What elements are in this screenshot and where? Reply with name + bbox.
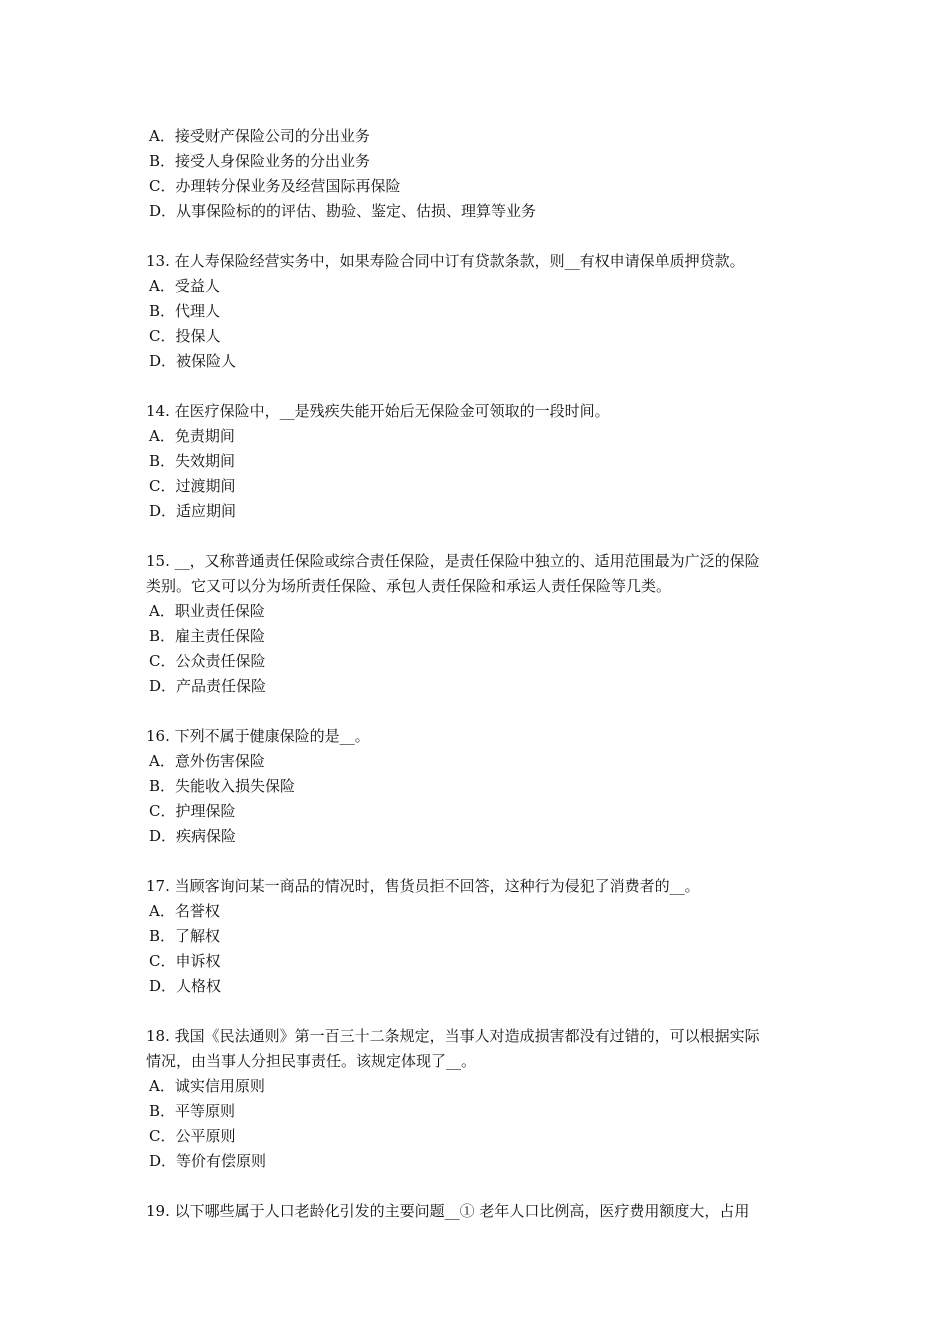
question-text: 13. 在人寿保险经营实务中，如果寿险合同中订有贷款条款，则__有权申请保单质押贷款。 xyxy=(146,252,745,270)
option-d: D．人格权 xyxy=(149,977,222,995)
spacer xyxy=(146,999,816,1024)
question-text: 16. 下列不属于健康保险的是__。 xyxy=(146,727,370,745)
option-a: A．免责期间 xyxy=(149,427,235,445)
option-d: D．疾病保险 xyxy=(149,827,237,845)
option-c: C．办理转分保业务及经营国际再保险 xyxy=(149,177,401,195)
spacer xyxy=(146,524,816,549)
option-b: B．平等原则 xyxy=(149,1102,236,1120)
option-a: A．诚实信用原则 xyxy=(149,1077,265,1095)
option-a: A．职业责任保险 xyxy=(149,602,265,620)
option-c: C．公众责任保险 xyxy=(149,652,266,670)
spacer xyxy=(146,224,816,249)
option-d: D．适应期间 xyxy=(149,502,237,520)
option-c: C．公平原则 xyxy=(149,1127,236,1145)
spacer xyxy=(146,699,816,724)
option-d: D．被保险人 xyxy=(149,352,237,370)
question-14 xyxy=(146,399,816,524)
option-a: A．意外伤害保险 xyxy=(149,752,265,770)
option-d: D．等价有偿原则 xyxy=(149,1152,267,1170)
question-text: 19. 以下哪些属于人口老龄化引发的主要问题__① 老年人口比例高，医疗费用额度大，占用 xyxy=(146,1202,750,1220)
option-b: B．接受人身保险业务的分出业务 xyxy=(149,152,371,170)
spacer xyxy=(146,374,816,399)
option-c: C．投保人 xyxy=(149,327,221,345)
question-15 xyxy=(146,549,816,699)
leading-options xyxy=(146,124,816,224)
option-b: B．失能收入损失保险 xyxy=(149,777,296,795)
option-a: A．接受财产保险公司的分出业务 xyxy=(149,127,370,145)
option-c: C．过渡期间 xyxy=(149,477,236,495)
question-text: 17. 当顾客询问某一商品的情况时，售货员拒不回答，这种行为侵犯了消费者的__。 xyxy=(146,877,700,895)
question-13 xyxy=(146,249,816,374)
question-17 xyxy=(146,874,816,999)
question-text-continued: 类别。它又可以分为场所责任保险、承包人责任保险和承运人责任保险等几类。 xyxy=(146,577,672,595)
question-text: 18. 我国《民法通则》第一百三十二条规定，当事人对造成损害都没有过错的，可以根据实际 xyxy=(146,1027,760,1045)
spacer xyxy=(146,849,816,874)
question-16 xyxy=(146,724,816,849)
document-content xyxy=(146,124,816,1224)
question-text: 15. __，又称普通责任保险或综合责任保险，是责任保险中独立的、适用范围最为广泛的保险 xyxy=(146,552,760,570)
option-c: C．申诉权 xyxy=(149,952,221,970)
question-18 xyxy=(146,1024,816,1174)
question-19 xyxy=(146,1199,816,1224)
option-a: A．名誉权 xyxy=(149,902,220,920)
option-d: D．从事保险标的的评估、勘验、鉴定、估损、理算等业务 xyxy=(149,202,537,220)
option-b: B．失效期间 xyxy=(149,452,236,470)
option-b: B．代理人 xyxy=(149,302,221,320)
option-b: B．了解权 xyxy=(149,927,221,945)
spacer xyxy=(146,1174,816,1199)
option-c: C．护理保险 xyxy=(149,802,236,820)
question-text: 14. 在医疗保险中，__是残疾失能开始后无保险金可领取的一段时间。 xyxy=(146,402,610,420)
option-d: D．产品责任保险 xyxy=(149,677,267,695)
option-b: B．雇主责任保险 xyxy=(149,627,266,645)
option-a: A．受益人 xyxy=(149,277,220,295)
question-text-continued: 情况，由当事人分担民事责任。该规定体现了__。 xyxy=(146,1052,477,1070)
